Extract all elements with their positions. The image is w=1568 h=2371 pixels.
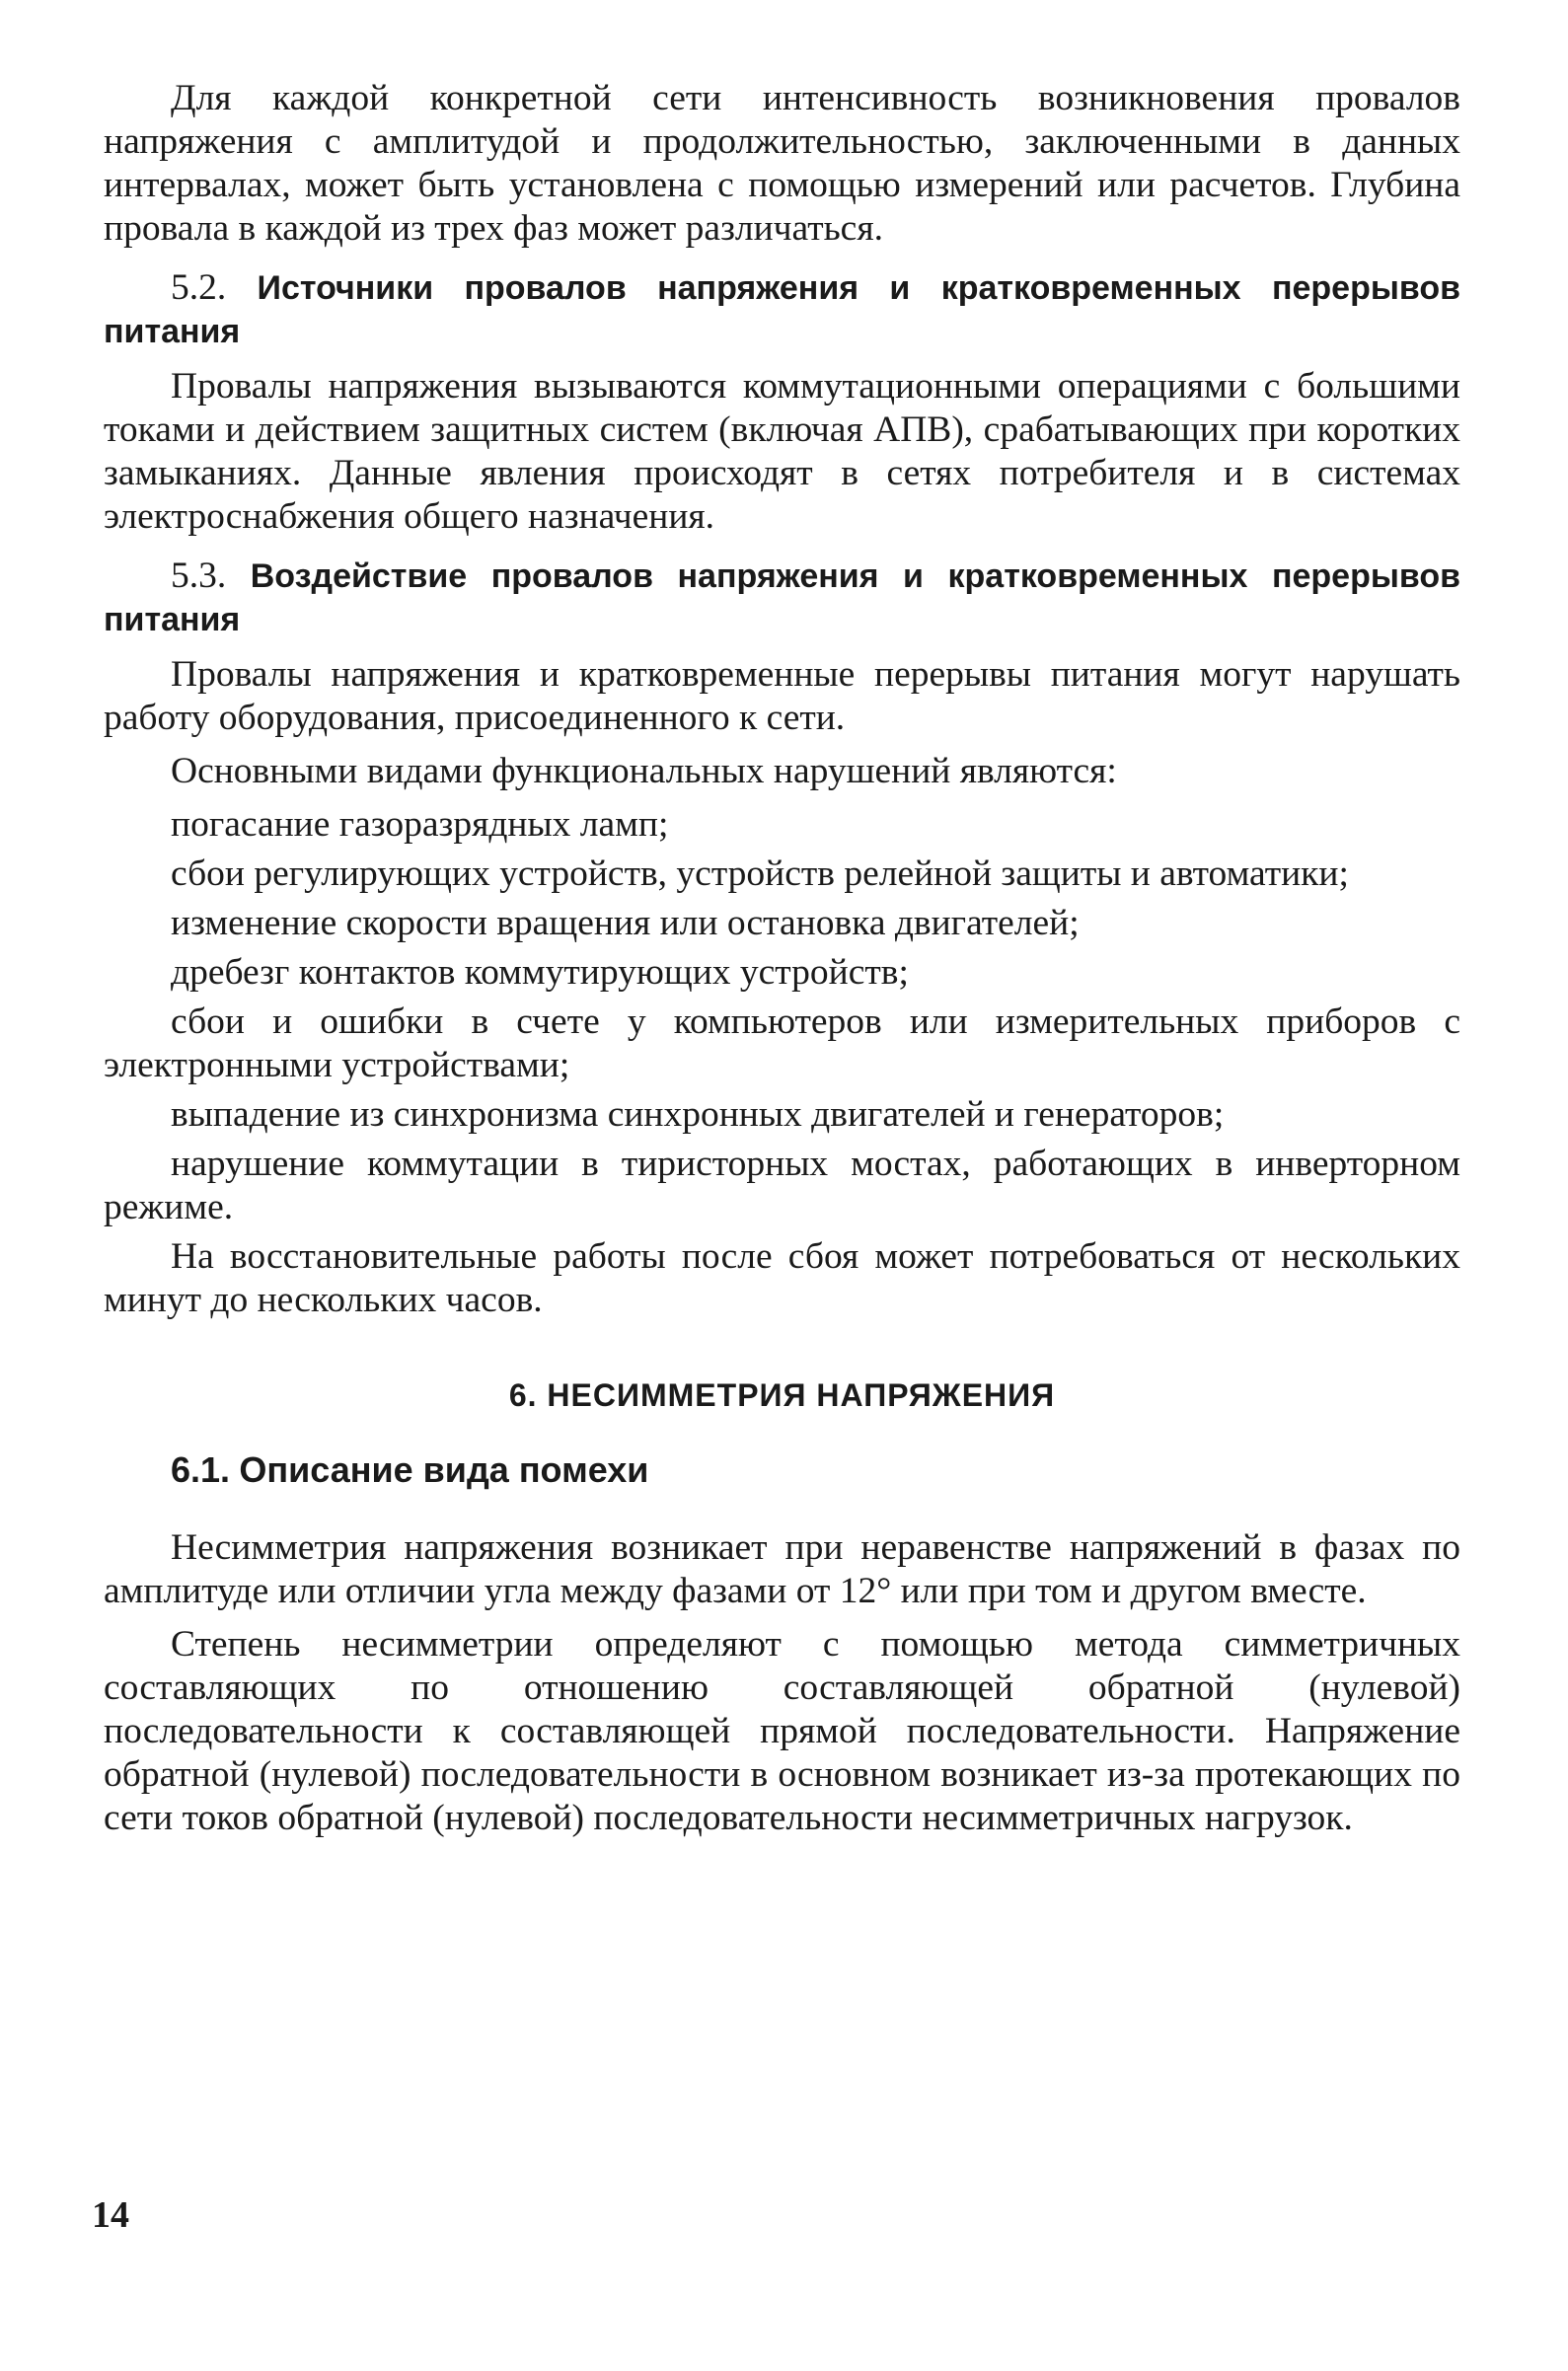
list-item: нарушение коммутации в тиристорных мостах, работающих в инверторном режиме. <box>104 1144 1460 1227</box>
paragraph-recovery: На восстановительные работы после сбоя может потребоваться от нескольких минут до нескольких часов. <box>104 1236 1460 1320</box>
paragraph-list-intro: Основными видами функциональных нарушений являются: <box>171 751 1117 791</box>
paragraph-asymmetry-desc: Несимметрия напряжения возникает при неравенстве напряжений в фазах по амплитуде или отличии угла между фазами от 12° или при том и другом вместе. <box>104 1527 1460 1611</box>
paragraph-sources: Провалы напряжения вызываются коммутационными операциями с большими токами и действием защитных систем (включая АПВ), срабатывающих при коротких замыканиях. Данные явления происходят в сетях потребителя и в системах электроснабжения общего назначения. <box>104 366 1460 537</box>
section-title: Воздействие провалов напряжения и кратковременных перерывов питания <box>104 557 1460 638</box>
paragraph-asymmetry-degree: Степень несимметрии определяют с помощью метода симметричных составляющих по отношению составляющей обратной (нулевой) последовательности к составляющей прямой последовательности. Напряжение обратной (нулевой) последовательности в основном возникает из-за протекающих по сети токов обратной (нулевой) последовательности несимметричных нагрузок. <box>104 1624 1460 1838</box>
list-item: выпадение из синхронизма синхронных двигателей и генераторов; <box>171 1094 1225 1135</box>
list-item: сбои регулирующих устройств, устройств релейной защиты и автоматики; <box>171 853 1349 894</box>
section-number: 5.2. <box>171 267 227 308</box>
list-item: сбои и ошибки в счете у компьютеров или измерительных приборов с электронными устройствами; <box>104 1001 1460 1085</box>
page-body <box>104 77 1460 1850</box>
section-number: 5.3. <box>171 556 227 596</box>
subsection-number: 6.1. <box>171 1449 231 1490</box>
list-item: изменение скорости вращения или остановка двигателей; <box>171 903 1080 943</box>
section-heading-5-3 <box>104 555 1460 641</box>
chapter-title: 6. НЕСИММЕТРИЯ НАПРЯЖЕНИЯ <box>508 1377 1056 1413</box>
subsection-heading-6-1 <box>104 1448 1460 1493</box>
section-heading-5-2 <box>104 266 1460 353</box>
list-item: погасание газоразрядных ламп; <box>171 804 669 845</box>
section-title: Источники провалов напряжения и кратковременных перерывов питания <box>104 269 1460 350</box>
list-item: дребезг контактов коммутирующих устройств; <box>171 952 909 993</box>
paragraph-effects: Провалы напряжения и кратковременные перерывы питания могут нарушать работу оборудования, присоединенного к сети. <box>104 654 1460 738</box>
page-number: 14 <box>92 2194 129 2236</box>
subsection-title: Описание вида помехи <box>239 1449 649 1490</box>
paragraph-intro: Для каждой конкретной сети интенсивность возникновения провалов напряжения с амплитудой и продолжительностью, заключенными в данных интервалах, может быть установлена с помощью измерений или расчетов. Глубина провала в каждой из трех фаз может различаться. <box>104 78 1460 249</box>
